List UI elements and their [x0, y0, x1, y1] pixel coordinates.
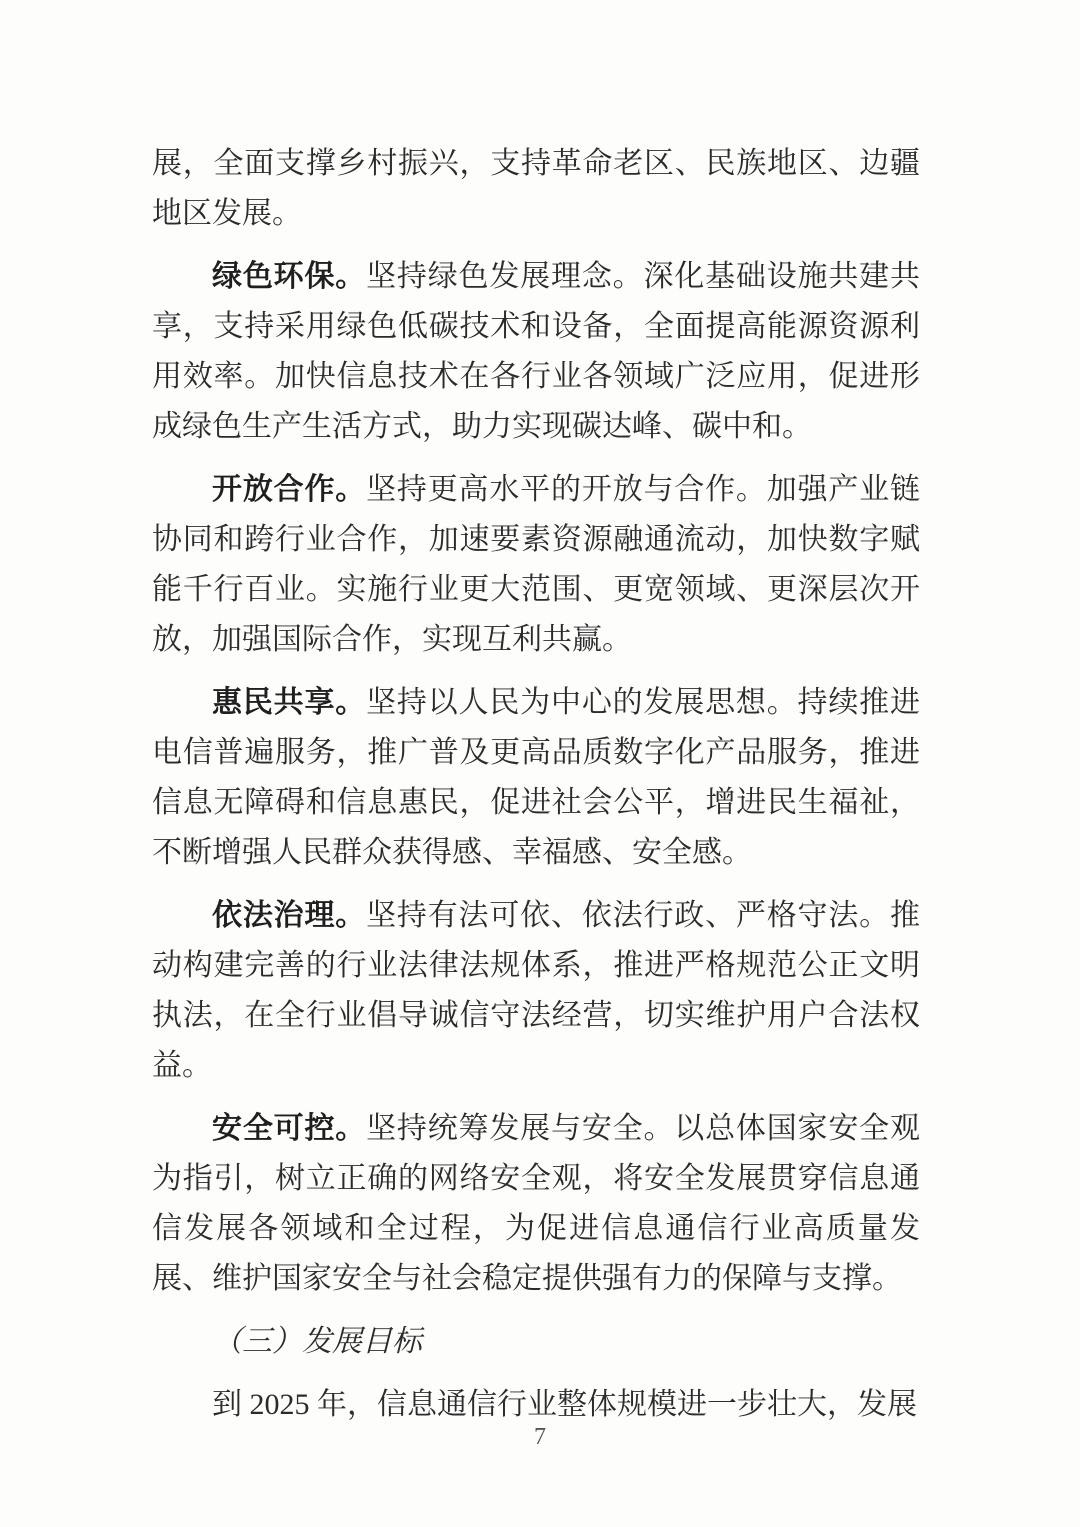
paragraph-security-control — [152, 1104, 920, 1304]
paragraph-body: 坚持以人民为中心的发展思想。持续推进电信普遍服务，推广普及更高品质数字化产品服务，推进信息无障碍和信息惠民，促进社会公平，增进民生福祉，不断增强人民群众获得感、幸福感、安全感。 — [152, 686, 921, 869]
paragraph-continuation — [152, 139, 920, 239]
paragraph-rule-of-law — [152, 891, 920, 1091]
paragraph-lead: 惠民共享。 — [212, 686, 367, 719]
paragraph-open-cooperation — [152, 465, 920, 665]
paragraph-benefit-people — [152, 678, 920, 878]
paragraph-body: 到 2025 年，信息通信行业整体规模进一步壮大，发展 — [212, 1388, 917, 1421]
section-heading-development-goals: （三）发展目标 — [212, 1325, 422, 1358]
paragraph-lead: 安全可控。 — [212, 1112, 367, 1145]
page-number: 7 — [534, 1424, 546, 1450]
paragraph-lead: 绿色环保。 — [212, 260, 367, 293]
paragraph-body: 坚持绿色发展理念。深化基础设施共建共享，支持采用绿色低碳技术和设备，全面提高能源资源利用效率。加快信息技术在各行业各领域广泛应用，促进形成绿色生产生活方式，助力实现碳达峰、碳中和。 — [152, 260, 921, 443]
paragraph-lead: 开放合作。 — [212, 473, 367, 506]
paragraph-body: 坚持更高水平的开放与合作。加强产业链协同和跨行业合作，加速要素资源融通流动，加快数字赋能千行百业。实施行业更大范围、更宽领域、更深层次开放，加强国际合作，实现互利共赢。 — [152, 473, 921, 656]
paragraph-body: 坚持有法可依、依法行政、严格守法。推动构建完善的行业法律法规体系，推进严格规范公正文明执法，在全行业倡导诚信守法经营，切实维护用户合法权益。 — [152, 899, 921, 1082]
text-block — [152, 139, 920, 1443]
paragraph-lead: 依法治理。 — [212, 899, 367, 932]
paragraph-green-environment — [152, 252, 920, 452]
paragraph-body: 展，全面支撑乡村振兴，支持革命老区、民族地区、边疆地区发展。 — [152, 147, 920, 230]
paragraph-body: 坚持统筹发展与安全。以总体国家安全观为指引，树立正确的网络安全观，将安全发展贯穿信息通信发展各领域和全过程，为促进信息通信行业高质量发展、维护国家安全与社会稳定提供强有力的保障与支撑。 — [152, 1112, 921, 1295]
